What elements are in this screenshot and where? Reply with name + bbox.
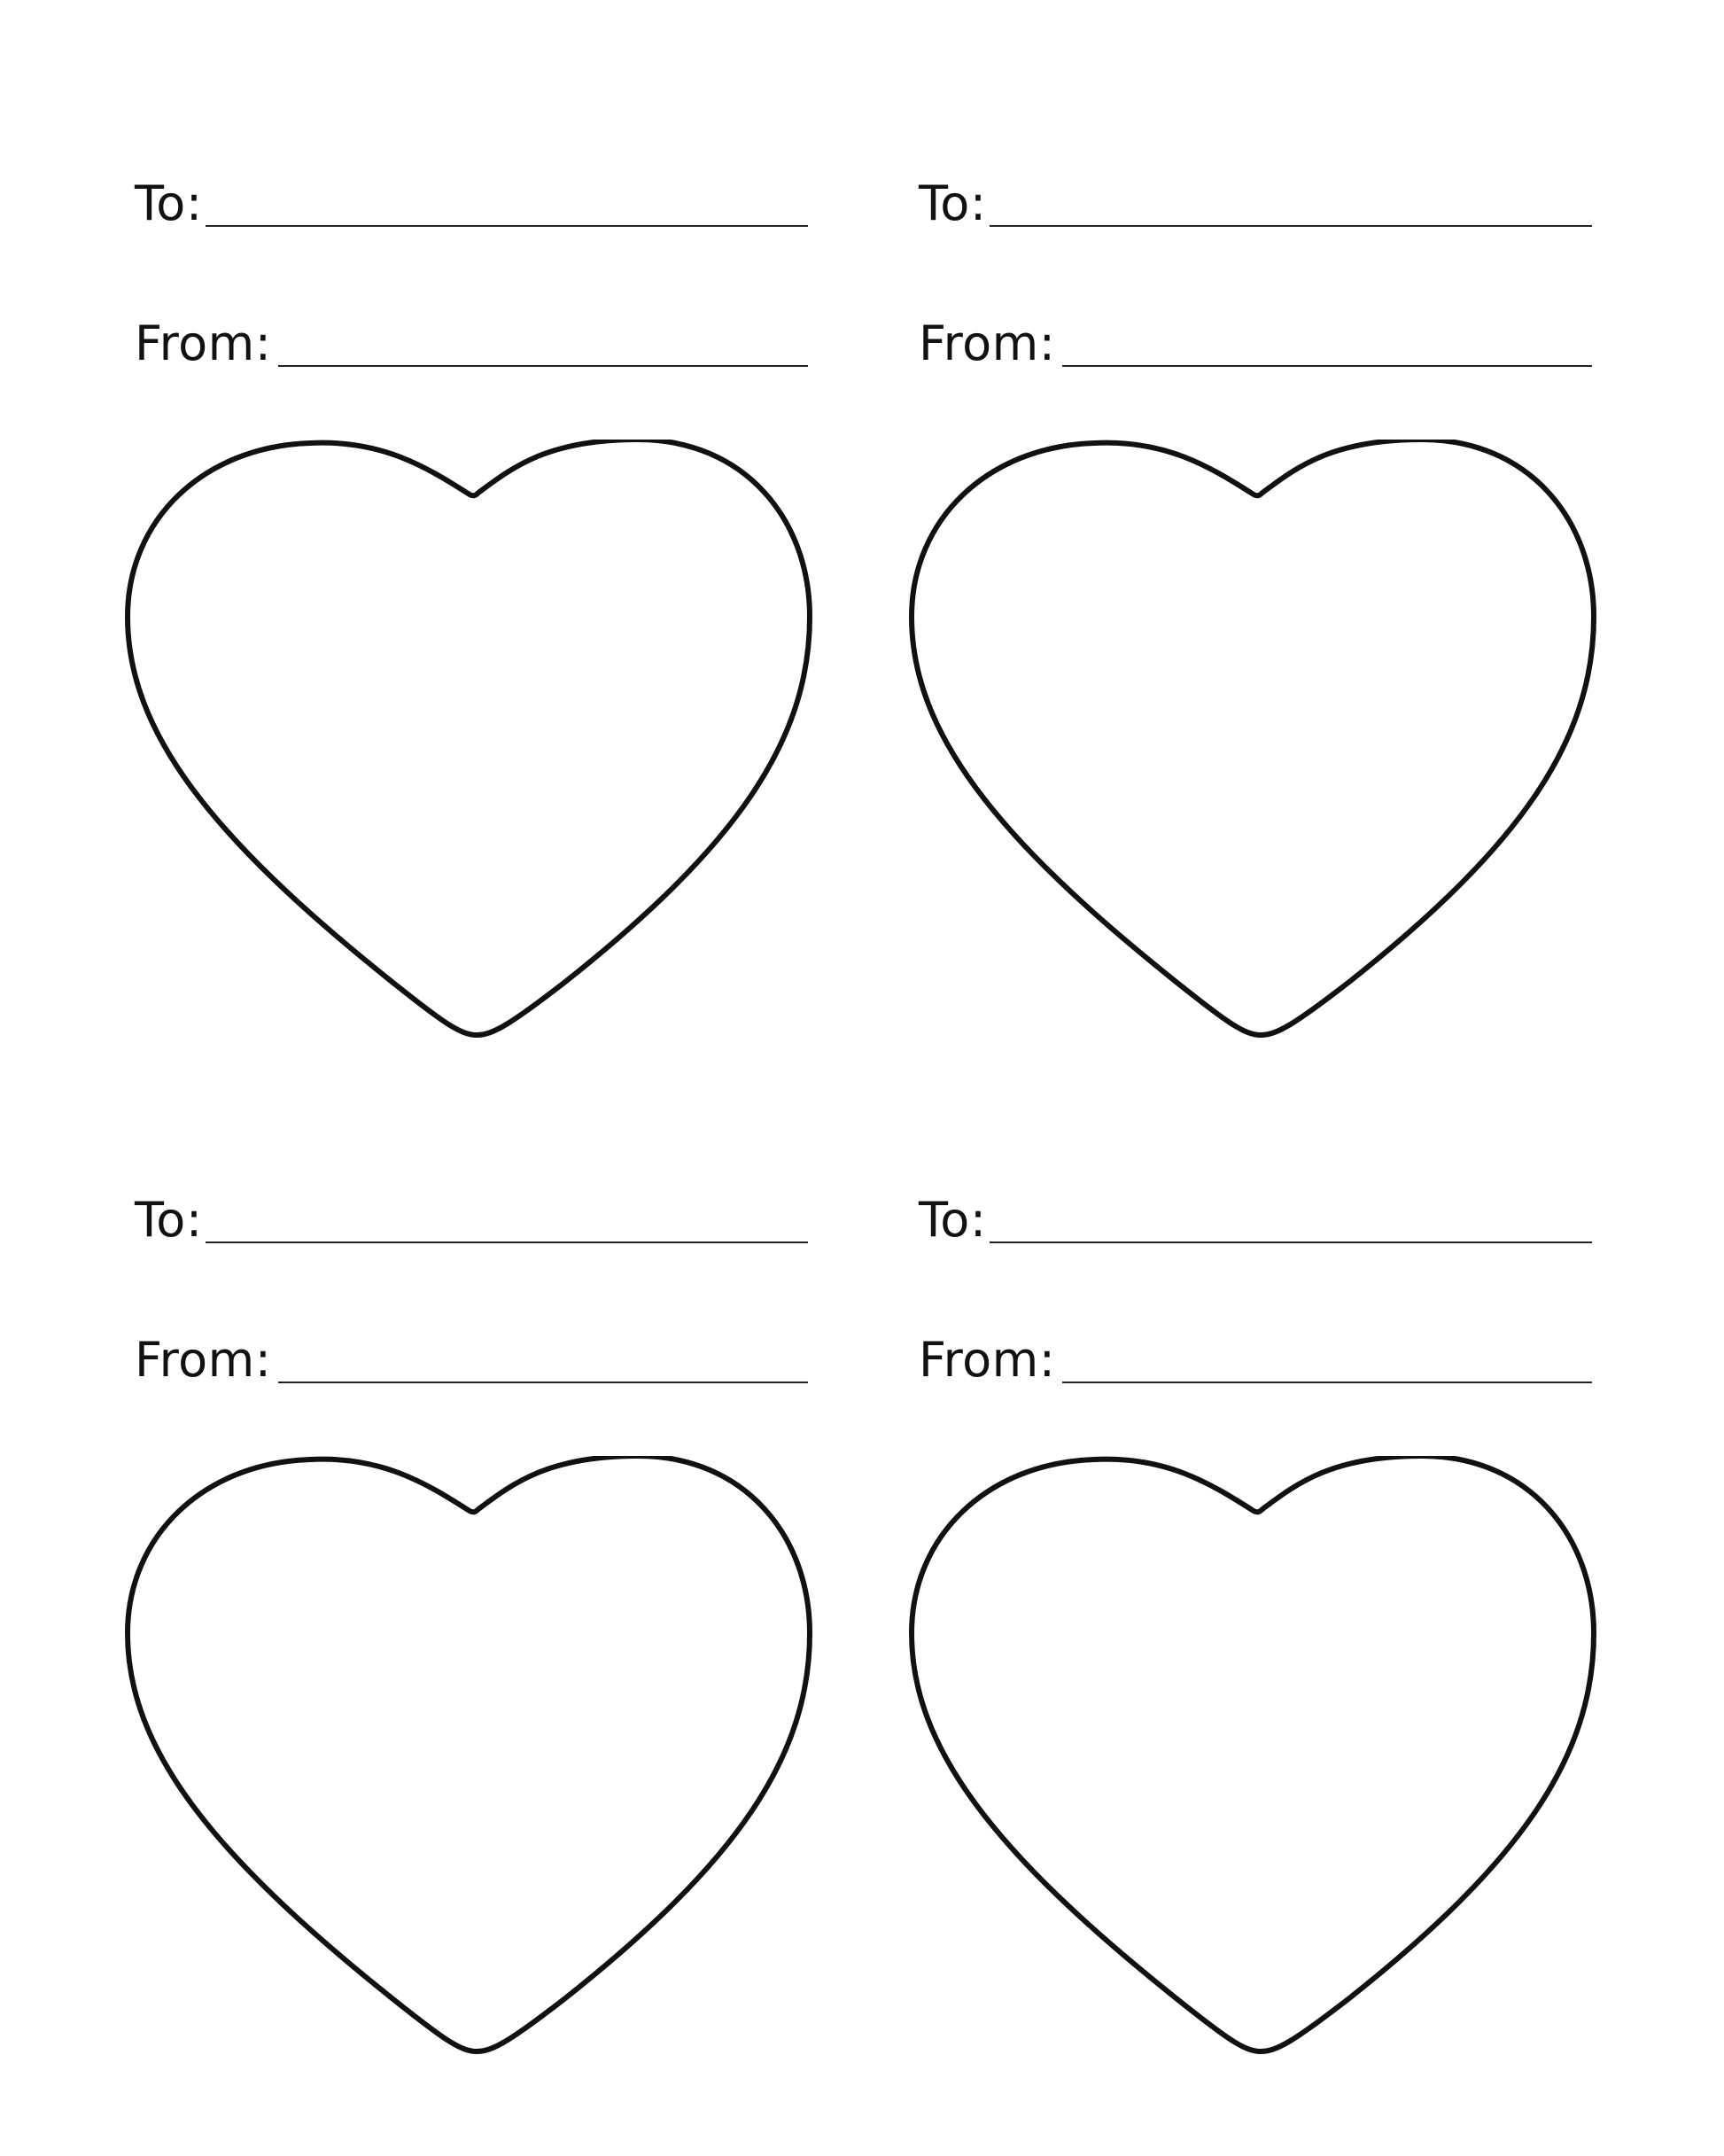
- to-write-line[interactable]: [990, 1241, 1592, 1243]
- from-field[interactable]: [919, 300, 1592, 370]
- to-label: To:: [135, 1192, 203, 1248]
- valentine-card-2: [908, 160, 1617, 1081]
- to-label: To:: [919, 1192, 987, 1248]
- valentine-card-1: [124, 160, 833, 1081]
- to-field[interactable]: [919, 1176, 1592, 1247]
- to-label: To:: [919, 175, 987, 231]
- heart-outline-icon: [124, 1456, 815, 2059]
- from-label: From:: [919, 315, 1056, 371]
- to-write-line[interactable]: [206, 225, 808, 227]
- from-label: From:: [135, 1332, 272, 1388]
- heart-outline-icon: [908, 440, 1599, 1042]
- to-write-line[interactable]: [990, 225, 1592, 227]
- heart-outline-icon: [124, 440, 815, 1042]
- valentine-card-4: [908, 1176, 1617, 2098]
- from-write-line[interactable]: [1062, 365, 1592, 367]
- valentine-card-3: [124, 1176, 833, 2098]
- heart-outline-icon: [908, 1456, 1599, 2059]
- from-field[interactable]: [135, 1316, 808, 1387]
- from-label: From:: [135, 315, 272, 371]
- to-field[interactable]: [135, 1176, 808, 1247]
- to-field[interactable]: [919, 160, 1592, 230]
- from-write-line[interactable]: [278, 365, 808, 367]
- from-write-line[interactable]: [1062, 1382, 1592, 1383]
- to-write-line[interactable]: [206, 1241, 808, 1243]
- from-field[interactable]: [135, 300, 808, 370]
- from-label: From:: [919, 1332, 1056, 1388]
- from-write-line[interactable]: [278, 1382, 808, 1383]
- from-field[interactable]: [919, 1316, 1592, 1387]
- to-field[interactable]: [135, 160, 808, 230]
- to-label: To:: [135, 175, 203, 231]
